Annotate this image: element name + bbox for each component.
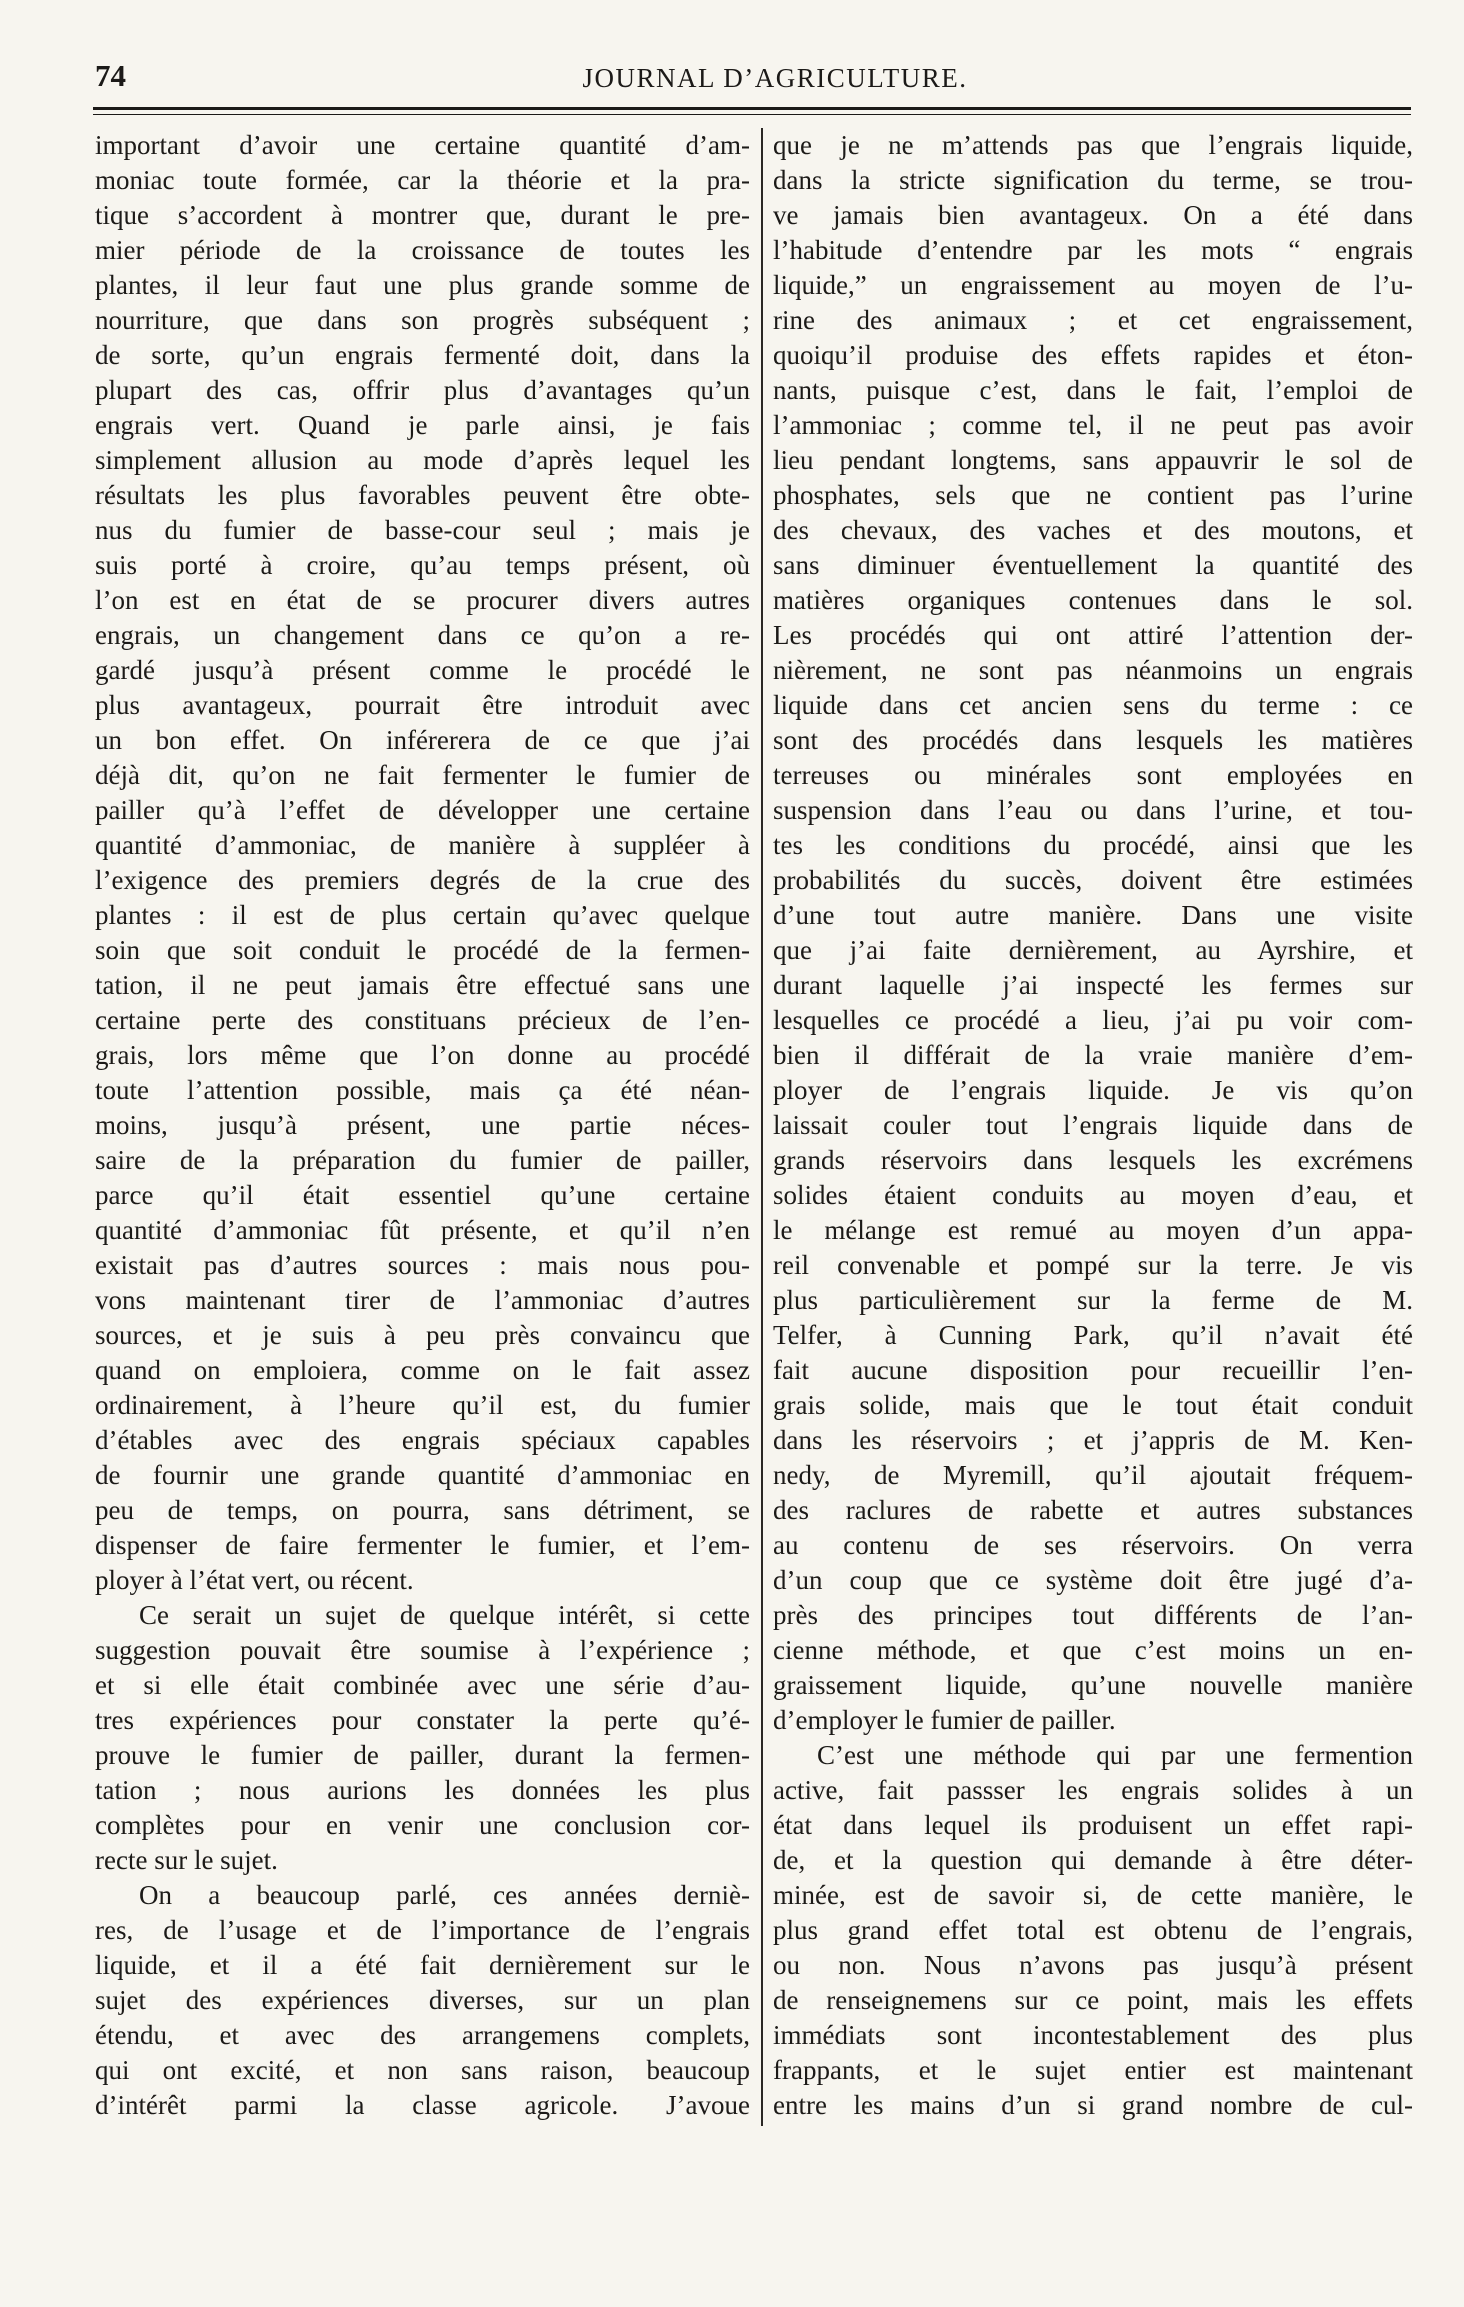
text-line: que je ne m’attends pas que l’engrais liquide, — [773, 130, 1413, 160]
text-line: de fournir une grande quantité d’ammoniac en — [95, 1460, 750, 1490]
text-line: lieu pendant longtems, sans appauvrir le sol de — [773, 445, 1413, 475]
text-line: gardé jusqu’à présent comme le procédé le — [95, 655, 750, 685]
text-line: Les procédés qui ont attiré l’attention der- — [773, 620, 1413, 650]
paragraph — [95, 128, 750, 1598]
text-line: reil convenable et pompé sur la terre. Je vis — [773, 1250, 1413, 1280]
left-column — [95, 128, 750, 2123]
paragraph — [773, 1738, 1413, 2123]
text-line: de, et la question qui demande à être déter- — [773, 1845, 1413, 1875]
text-line: au contenu de ses réservoirs. On verra — [773, 1530, 1413, 1560]
text-line: de sorte, qu’un engrais fermenté doit, dans la — [95, 340, 750, 370]
page-number: 74 — [95, 58, 126, 93]
text-line: tes les conditions du procédé, ainsi que les — [773, 830, 1413, 860]
text-line: quantité d’ammoniac fût présente, et qu’il n’en — [95, 1215, 750, 1245]
text-line: fait aucune disposition pour recueillir l’en- — [773, 1355, 1413, 1385]
text-line: nedy, de Myremill, qu’il ajoutait fréquem- — [773, 1460, 1413, 1490]
text-line: ve jamais bien avantageux. On a été dans — [773, 200, 1413, 230]
text-line: sujet des expériences diverses, sur un plan — [95, 1985, 750, 2015]
text-line: soin que soit conduit le procédé de la fermen- — [95, 935, 750, 965]
text-line: mier période de la croissance de toutes les — [95, 235, 750, 265]
text-line: un bon effet. On inférerera de ce que j’ai — [95, 725, 750, 755]
text-line: matières organiques contenues dans le sol. — [773, 585, 1413, 615]
text-line: l’on est en état de se procurer divers autres — [95, 585, 750, 615]
text-line: liquide dans cet ancien sens du terme : ce — [773, 690, 1413, 720]
text-line: nourriture, que dans son progrès subséquent ; — [95, 305, 750, 335]
text-line: dispenser de faire fermenter le fumier, et l’em- — [95, 1530, 750, 1560]
text-line: qui ont excité, et non sans raison, beaucoup — [95, 2055, 750, 2085]
text-line: et si elle était combinée avec une série d’au- — [95, 1670, 750, 1700]
text-line: cienne méthode, et que c’est moins un en- — [773, 1635, 1413, 1665]
text-line: pailler qu’à l’effet de développer une certaine — [95, 795, 750, 825]
text-line: étendu, et avec des arrangemens complets, — [95, 2020, 750, 2050]
text-line: vons maintenant tirer de l’ammoniac d’autres — [95, 1285, 750, 1315]
text-line: sans diminuer éventuellement la quantité des — [773, 550, 1413, 580]
text-line: phosphates, sels que ne contient pas l’urine — [773, 480, 1413, 510]
text-line: toute l’attention possible, mais ça été néan- — [95, 1075, 750, 1105]
text-line: d’un coup que ce système doit être jugé d’a- — [773, 1565, 1413, 1595]
text-line: active, fait passser les engrais solides à un — [773, 1775, 1413, 1805]
text-line: plantes : il est de plus certain qu’avec quelque — [95, 900, 750, 930]
text-line: plus grand effet total est obtenu de l’engrais, — [773, 1915, 1413, 1945]
text-line: graissement liquide, qu’une nouvelle manière — [773, 1670, 1413, 1700]
text-line: suspension dans l’eau ou dans l’urine, et tou- — [773, 795, 1413, 825]
text-line: tation, il ne peut jamais être effectué sans une — [95, 970, 750, 1000]
text-line: liquide, et il a été fait dernièrement sur le — [95, 1950, 750, 1980]
text-line: probabilités du succès, doivent être estimées — [773, 865, 1413, 895]
text-line: ordinairement, à l’heure qu’il est, du fumier — [95, 1390, 750, 1420]
paragraph — [95, 1598, 750, 1878]
text-line: plupart des cas, offrir plus d’avantages qu’un — [95, 375, 750, 405]
text-line: nièrement, ne sont pas néanmoins un engrais — [773, 655, 1413, 685]
text-line: de renseignemens sur ce point, mais les effets — [773, 1985, 1413, 2015]
text-line: terreuses ou minérales sont employées en — [773, 760, 1413, 790]
text-line: parce qu’il était essentiel qu’une certaine — [95, 1180, 750, 1210]
text-line: nus du fumier de basse-cour seul ; mais je — [95, 515, 750, 545]
column-divider — [761, 128, 763, 2126]
text-line: quoiqu’il produise des effets rapides et éton- — [773, 340, 1413, 370]
text-line: plus avantageux, pourrait être introduit avec — [95, 690, 750, 720]
text-line: d’une tout autre manière. Dans une visite — [773, 900, 1413, 930]
text-line: près des principes tout différents de l’an- — [773, 1600, 1413, 1630]
text-line: d’intérêt parmi la classe agricole. J’avoue — [95, 2090, 750, 2120]
text-line: tation ; nous aurions les données les plus — [95, 1775, 750, 1805]
text-line: res, de l’usage et de l’importance de l’engrais — [95, 1915, 750, 1945]
text-line: l’ammoniac ; comme tel, il ne peut pas avoir — [773, 410, 1413, 440]
text-line: déjà dit, qu’on ne fait fermenter le fumier de — [95, 760, 750, 790]
text-line: moins, jusqu’à présent, une partie néces- — [95, 1110, 750, 1140]
text-line: complètes pour en venir une conclusion cor- — [95, 1810, 750, 1840]
text-line: d’étables avec des engrais spéciaux capables — [95, 1425, 750, 1455]
text-line: l’exigence des premiers degrés de la crue des — [95, 865, 750, 895]
text-line: sont des procédés dans lesquels les matières — [773, 725, 1413, 755]
text-line: On a beaucoup parlé, ces années derniè- — [139, 1880, 750, 1910]
text-line: laissait couler tout l’engrais liquide dans de — [773, 1110, 1413, 1140]
text-line: entre les mains d’un si grand nombre de cul- — [773, 2090, 1413, 2120]
text-line: d’employer le fumier de pailler. — [773, 1705, 1116, 1735]
text-line: dans la stricte signification du terme, se trou- — [773, 165, 1413, 195]
text-line: minée, est de savoir si, de cette manière, le — [773, 1880, 1413, 1910]
paragraph — [773, 128, 1413, 1738]
text-line: prouve le fumier de pailler, durant la fermen- — [95, 1740, 750, 1770]
text-line: simplement allusion au mode d’après lequel les — [95, 445, 750, 475]
text-line: grands réservoirs dans lesquels les excrémens — [773, 1145, 1413, 1175]
right-column — [773, 128, 1413, 2123]
text-line: liquide,” un engraissement au moyen de l’u- — [773, 270, 1413, 300]
text-line: des raclures de rabette et autres substances — [773, 1495, 1413, 1525]
text-line: nants, puisque c’est, dans le fait, l’emploi de — [773, 375, 1413, 405]
text-line: ployer de l’engrais liquide. Je vis qu’on — [773, 1075, 1413, 1105]
paragraph — [95, 1878, 750, 2123]
text-line: suggestion pouvait être soumise à l’expérience ; — [95, 1635, 750, 1665]
text-line: grais, lors même que l’on donne au procédé — [95, 1040, 750, 1070]
text-line: Ce serait un sujet de quelque intérêt, si cette — [139, 1600, 750, 1630]
text-line: suis porté à croire, qu’au temps présent, où — [95, 550, 750, 580]
text-line: existait pas d’autres sources : mais nous pou- — [95, 1250, 750, 1280]
text-line: Telfer, à Cunning Park, qu’il n’avait été — [773, 1320, 1413, 1350]
text-line: immédiats sont incontestablement des plus — [773, 2020, 1413, 2050]
text-line: certaine perte des constituans précieux de l’en- — [95, 1005, 750, 1035]
text-line: saire de la préparation du fumier de pailler, — [95, 1145, 750, 1175]
text-line: plus particulièrement sur la ferme de M. — [773, 1285, 1413, 1315]
text-line: tres expériences pour constater la perte qu’é- — [95, 1705, 750, 1735]
text-line: ou non. Nous n’avons pas jusqu’à présent — [773, 1950, 1413, 1980]
text-line: des chevaux, des vaches et des moutons, et — [773, 515, 1413, 545]
text-line: quand on emploiera, comme on le fait assez — [95, 1355, 750, 1385]
text-line: solides étaient conduits au moyen d’eau, et — [773, 1180, 1413, 1210]
text-line: durant laquelle j’ai inspecté les fermes sur — [773, 970, 1413, 1000]
text-line: grais solide, mais que le tout était conduit — [773, 1390, 1413, 1420]
text-line: plantes, il leur faut une plus grande somme de — [95, 270, 750, 300]
header-rule — [93, 107, 1411, 115]
text-line: engrais vert. Quand je parle ainsi, je fais — [95, 410, 750, 440]
text-line: quantité d’ammoniac, de manière à suppléer à — [95, 830, 750, 860]
text-line: rine des animaux ; et cet engraissement, — [773, 305, 1413, 335]
running-title: JOURNAL D’AGRICULTURE. — [582, 63, 968, 93]
text-line: C’est une méthode qui par une fermention — [817, 1740, 1413, 1770]
text-line: l’habitude d’entendre par les mots “ engrais — [773, 235, 1413, 265]
text-line: résultats les plus favorables peuvent être obte- — [95, 480, 750, 510]
text-line: frappants, et le sujet entier est maintenant — [773, 2055, 1413, 2085]
text-line: important d’avoir une certaine quantité d’am- — [95, 130, 750, 160]
text-line: peu de temps, on pourra, sans détriment, se — [95, 1495, 750, 1525]
text-line: bien il différait de la vraie manière d’em- — [773, 1040, 1413, 1070]
text-line: engrais, un changement dans ce qu’on a re- — [95, 620, 750, 650]
text-line: dans les réservoirs ; et j’appris de M. Ken- — [773, 1425, 1413, 1455]
text-line: sources, et je suis à peu près convaincu que — [95, 1320, 750, 1350]
text-line: moniac toute formée, car la théorie et la pra- — [95, 165, 750, 195]
text-line: recte sur le sujet. — [95, 1845, 278, 1875]
text-line: le mélange est remué au moyen d’un appa- — [773, 1215, 1413, 1245]
text-line: ployer à l’état vert, ou récent. — [95, 1565, 414, 1595]
text-line: état dans lequel ils produisent un effet rapi- — [773, 1810, 1413, 1840]
text-line: que j’ai faite dernièrement, au Ayrshire, et — [773, 935, 1413, 965]
text-line: tique s’accordent à montrer que, durant le pre- — [95, 200, 750, 230]
text-line: lesquelles ce procédé a lieu, j’ai pu voir com- — [773, 1005, 1413, 1035]
